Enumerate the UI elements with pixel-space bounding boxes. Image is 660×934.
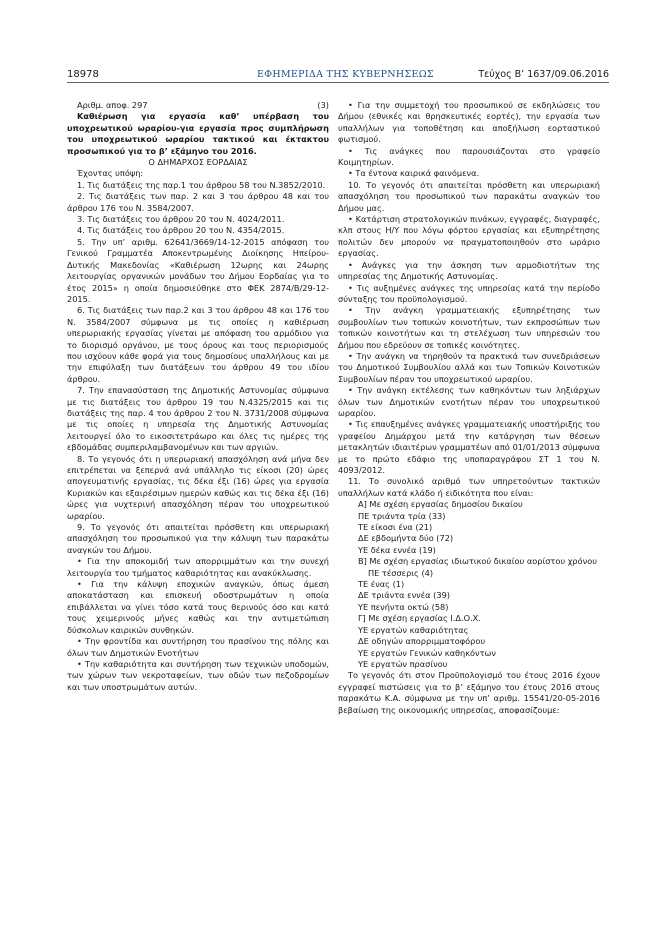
- decision-ref: (3): [317, 100, 329, 110]
- left-para: 2. Τις διατάξεις των παρ. 2 και 3 του άρθρου 48 και του άρθρου 176 του Ν. 3584/2007.: [67, 191, 329, 213]
- closing-paragraph: Το γεγονός ότι στον Προϋπολογισμό του έτους 2016 έχουν εγγραφεί πιστώσεις για το β’ εξάμηνο του έτους 2016 στους παρακάτω Κ.Α. σύμφωνα με την υπ’ αριθμ. 15541/20-05-2016 βεβαίωση της οικονομικής υπηρεσίας, αποφασίζουμε:: [338, 670, 600, 715]
- right-para: 11. Το συνολικό αριθμό των υπηρετούντων τακτικών υπαλλήλων κατά κλάδο ή ειδικότητα που είναι:: [338, 476, 600, 498]
- decision-title: Καθιέρωση για εργασία καθ’ υπέρβαση του υποχρεωτικού ωραρίου-για εργασία προς συμπλήρωση του υποχρεωτικού ωραρίου τακτικού και έκτακτου προσωπικού για το β’ εξάμηνο του 2016.: [67, 111, 329, 156]
- list-a-heading: Α] Με σχέση εργασίας δημοσίου δικαίου: [358, 499, 523, 510]
- left-column: [67, 100, 329, 693]
- left-para: 5. Την υπ’ αριθμ. 62641/3669/14-12-2015 απόφαση του Γενικού Γραμματέα Αποκεντρωμένης Διοίκησης Ηπείρου-Δυτικής Μακεδονίας «Καθιέρωση 12ωρης και 24ωρης λειτουργίας οργανικών μονάδων του Δήμου Εορδαίας για το έτος 2015» η οποία δημοσιεύθηκε στο ΦΕΚ 2874/Β/29-12-2015.: [67, 236, 329, 304]
- left-para: 1. Τις διατάξεις της παρ.1 του άρθρου 58 του Ν.3852/2010.: [77, 179, 326, 190]
- list-b-item: ΥΕ πενήντα οκτώ (58): [358, 601, 449, 612]
- right-bullet: • Τις ανάγκες που παρουσιάζονται στο γραφείο Κοιμητηρίων.: [338, 145, 600, 168]
- list-a-item: ΔΕ εβδομήντα δύο (72): [358, 533, 454, 544]
- left-bullet: • Την καθαριότητα και συντήρηση των τεχνικών υποδομών, των χώρων των νεκροταφείων, των οδών των πεζοδρομίων και των υποστρωμάτων αυτών.: [67, 658, 329, 692]
- list-b-item: ΤΕ ένας (1): [358, 579, 405, 590]
- gazette-title: ΕΦΗΜΕΡΙΔΑ ΤΗΣ ΚΥΒΕΡΝΗΣΕΩΣ: [257, 69, 434, 80]
- list-c-item: ΥΕ εργατών Γενικών καθηκόντων: [358, 647, 496, 658]
- header-rule: [67, 82, 609, 83]
- list-b-item: ΔΕ τριάντα εννέα (39): [358, 590, 450, 601]
- issue-number: Τεύχος Β’ 1637/09.06.2016: [478, 69, 609, 80]
- left-para: 8. Το γεγονός ότι η υπερωριακή απασχόληση ανά μήνα δεν επιτρέπεται να ξεπερνά ανά υπάλληλο τις είκοσι (20) ώρες απογευματινής εργασίας, τις δέκα έξι (16) ώρες για εργασία Κυριακών και εξαιρέσιμων ημερών καθώς και τις δέκα έξι (16) ώρες για νυχτερινή απασχόληση πέραν του υποχρεωτικού ωραρίου.: [67, 453, 329, 521]
- right-column: [338, 100, 600, 716]
- right-bullet: • Τις επαυξημένες ανάγκες γραμματειακής υποστήριξης του γραφείου Δημάρχου μετά την κατάργηση των θέσεων μετακλητών ιδιαιτέρων γραμματέων από 01/01/2013 σύμφωνα με το πρώτο εδάφιο της υποπαραγράφου ΣΤ 1 του Ν. 4093/2012.: [338, 419, 600, 475]
- left-para: 9. Το γεγονός ότι απαιτείται πρόσθετη και υπερωριακή απασχόληση του προσωπικού για την κάλυψη των παρακάτω αναγκών του Δήμου.: [67, 522, 329, 555]
- page-number: 18978: [67, 69, 99, 80]
- decision-number: Αριθμ. αποφ. 297: [77, 100, 148, 110]
- right-bullet: • Την ανάγκη γραμματειακής εξυπηρέτησης των συμβουλίων των τοπικών κοινοτήτων, των εκπροσώπων των τοπικών κοινοτήτων και τη στελέχωση των υπηρεσιών του Δήμου που εδρεύουν σε τοπικές κοινότητες.: [338, 305, 600, 350]
- list-a-item: ΤΕ είκοσι ένα (21): [358, 522, 433, 533]
- left-bullet: • Την φροντίδα και συντήρηση του πρασίνου της πόλης και όλων των Δημοτικών Ενοτήτων: [67, 636, 329, 658]
- list-a-item: ΠΕ τριάντα τρία (33): [358, 510, 446, 521]
- right-bullet: • Για την συμμετοχή του προσωπικού σε εκδηλώσεις του Δήμου (εθνικές και θρησκευτικές εορτές), την εργασία των υπαλλήλων για τοποθέτηση και αποξήλωση εορταστικού φωτισμού.: [338, 100, 600, 145]
- list-b-item: ΠΕ τέσσερις (4): [368, 567, 434, 578]
- list-a-item: ΥΕ δέκα εννέα (19): [358, 544, 436, 555]
- right-bullet: • Ανάγκες για την άσκηση των αρμοδιοτήτων της υπηρεσίας της Δημοτικής Αστυνομίας.: [338, 259, 600, 282]
- left-para: 6. Τις διατάξεις των παρ.2 και 3 του άρθρου 48 και 176 του Ν. 3584/2007 σύμφωνα με τις οποίες η καθιέρωση υπερωριακής εργασίας γίνεται με απόφαση του αρμόδιου για το διορισμό οργάνου, με τους όρους και τους περιορισμούς που ισχύουν κάθε φορά για τους δημοσίους υπαλλήλους και με την επιφύλαξη των διατάξεων του άρθρου 49 του ιδίου άρθρου.: [67, 305, 329, 384]
- having-considered: Έχοντας υπόψη:: [77, 168, 144, 179]
- left-para: 3. Τις διατάξεις του άρθρου 20 του Ν. 4024/2011.: [77, 214, 285, 225]
- list-b-heading: Β] Με σχέση εργασίας ιδιωτικού δικαίου αορίστου χρόνου: [358, 556, 597, 567]
- page-header: [67, 69, 609, 82]
- left-para: 4. Τις διατάξεις του άρθρου 20 του Ν. 4354/2015.: [77, 225, 285, 236]
- right-bullet: • Την ανάγκη να τηρηθούν τα πρακτικά των συνεδριάσεων του Δημοτικού Συμβουλίου αλλά και των Τοπικών Κοινοτικών Συμβουλίων πέραν του υποχρεωτικού ωραρίου.: [338, 350, 600, 384]
- right-bullet: • Τα έντονα καιρικά φαινόμενα.: [348, 168, 480, 179]
- right-bullet: • Τις αυξημένες ανάγκες της υπηρεσίας κατά την περίοδο σύνταξης του προϋπολογισμού.: [338, 282, 600, 304]
- right-bullet: • Την ανάγκη εκτέλεσης των καθηκόντων των ληξιάρχων όλων των Δημοτικών ενοτήτων πέραν του υποχρεωτικού ωραρίου.: [338, 385, 600, 418]
- list-c-heading: Γ] Με σχέση εργασίας Ι.Δ.Ο.Χ.: [358, 613, 481, 624]
- left-bullet: • Για την κάλυψη εποχικών αναγκών, όπως άμεση αποκατάσταση και επισκευή οδοστρωμάτων η οποία επιβάλλεται να γίνει τόσο κατά τους θερινούς όσο και κατά τους χειμερινούς μήνες καθώς και την αντιμετώπιση δύσκολων καιρικών συνθηκών.: [67, 579, 329, 635]
- list-c-item: ΥΕ εργατών καθαριότητας: [358, 624, 469, 635]
- right-para: 10. Το γεγονός ότι απαιτείται πρόσθετη και υπερωριακή απασχόληση του προσωπικού των παρακάτω αναγκών του Δήμου μας.: [338, 179, 600, 213]
- list-c-item: ΥΕ εργατών πρασίνου: [358, 658, 448, 669]
- list-c-item: ΔΕ οδηγών απορριμματοφόρου: [358, 636, 486, 647]
- right-bullet: • Κατάρτιση στρατολογικών πινάκων, εγγραφές, διαγραφές, κλπ στους Η/Υ που λόγω φόρτου εργασίας και εξυπηρέτησης πολιτών δεν μπορούν να πραγματοποιηθούν στο ωράριο εργασίας.: [338, 214, 600, 259]
- left-bullet: • Για την αποκομιδή των απορριμμάτων και την συνεχή λειτουργία του τμήματος καθαριότητας και ανακύκλωσης.: [67, 556, 329, 578]
- left-para: 7. Την επανασύσταση της Δημοτικής Αστυνομίας σύμφωνα με τις διατάξεις του άρθρου 19 του Ν.4325/2015 και τις διατάξεις της παρ. 4 του άρθρου 2 του Ν. 3731/2008 σύμφωνα με τις οποίες η υπηρεσία της Δημοτικής Αστυνομίας λειτουργεί όλο το εικοσιτετράωρο και όλες τις ημέρες της εβδομάδας συμπεριλαμβανομένων και των αργιών.: [67, 385, 329, 453]
- mayor-heading: Ο ΔΗΜΑΡΧΟΣ ΕΟΡΔΑΙΑΣ: [148, 157, 248, 168]
- decision-line: [77, 100, 329, 111]
